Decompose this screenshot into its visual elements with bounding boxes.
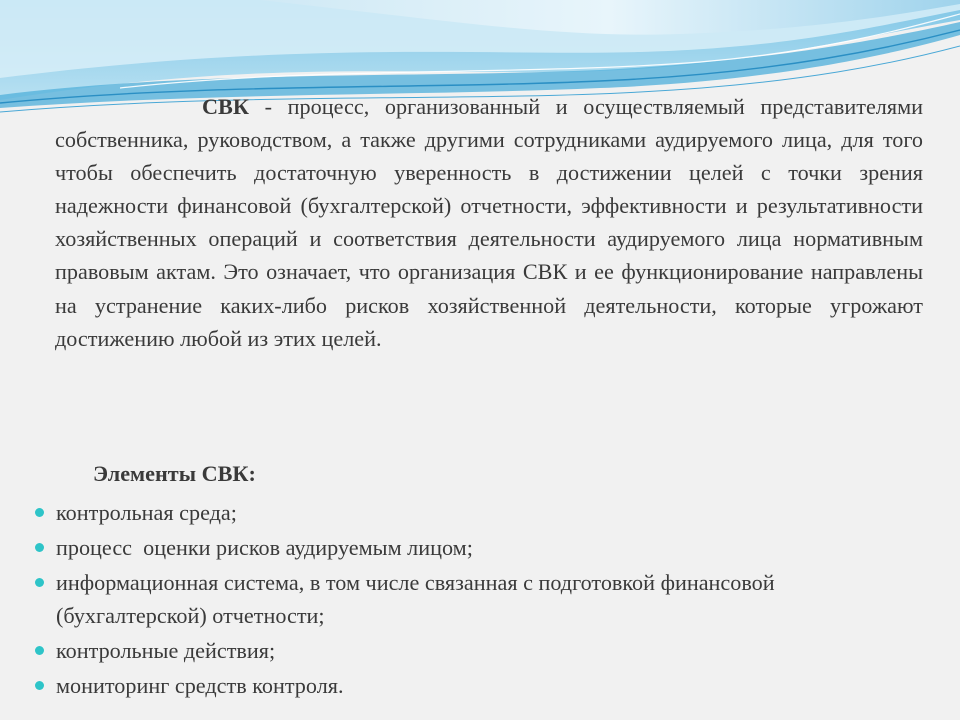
list-item [0, 669, 896, 702]
paragraph-text: - процесс, организованный и осуществляемый представителями собственника, руководством, а также другими сотрудниками аудируемого лица, для того чтобы обеспечить достаточную уверенность в достижении целей с точки зрения надежности финансовой (бухгалтерской) отчетности, эффективности и результативности хозяйственных операций и соответствия деятельности аудируемого лица нормативным правовым актам. Это означает, что организация СВК и ее функционирование направлены на устранение каких-либо рисков хозяйственной деятельности, которые угрожают достижению любой из этих целей. [55, 94, 923, 351]
bullet-dot-icon [35, 508, 44, 517]
list-item-text: контрольная среда; [56, 500, 237, 525]
list-item [0, 634, 896, 667]
bullet-dot-icon [35, 578, 44, 587]
list-item-text: процесс оценки рисков аудируемым лицом; [56, 535, 473, 560]
list-item [0, 496, 896, 529]
list-item-text: информационная система, в том числе связанная с подготовкой финансовой (бухгалтерской) отчетности; [56, 570, 775, 628]
bullet-dot-icon [35, 543, 44, 552]
list-item-text: мониторинг средств контроля. [56, 673, 344, 698]
list-item [0, 566, 896, 632]
bullet-dot-icon [35, 646, 44, 655]
list-item [0, 531, 896, 564]
list-item-text: контрольные действия; [56, 638, 276, 663]
elements-heading: Элементы СВК: [93, 461, 256, 486]
elements-list [0, 496, 960, 704]
bullet-dot-icon [35, 681, 44, 690]
main-paragraph [55, 90, 923, 355]
lead-term: СВК [202, 94, 249, 119]
